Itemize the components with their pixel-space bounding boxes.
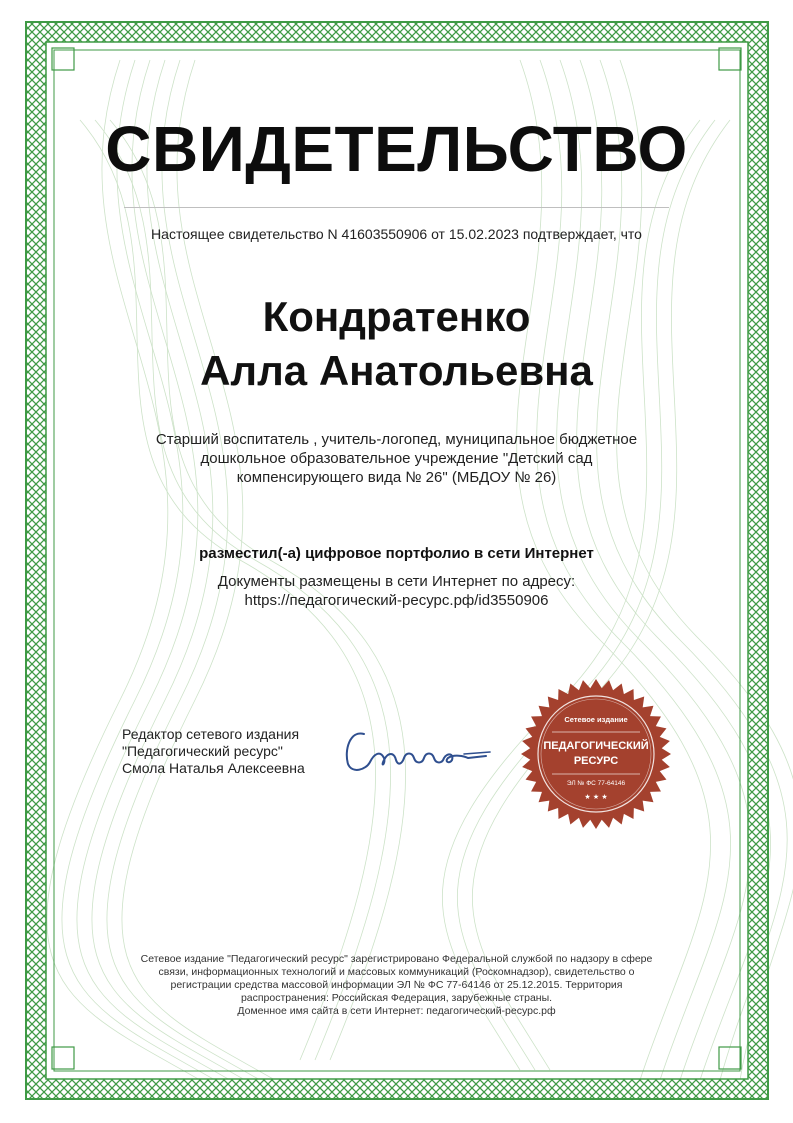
seal-top-text: Сетевое издание [564,715,628,724]
seal-stars: ★ ★ ★ [584,793,608,801]
footer-line: связи, информационных технологий и массовых коммуникаций (Роскомнадзор), свидетельство о [158,966,635,978]
recipient-surname: Кондратенко [262,293,531,340]
seal-registration: ЭЛ № ФС 77-64146 [566,780,626,787]
footer-line: Сетевое издание "Педагогический ресурс" зарегистрировано Федеральной службой по надзору в сфере [140,953,653,965]
publication-seal [518,676,674,832]
footer-line: регистрации средства массовой информации ЭЛ № ФС 77-64146 от 25.12.2015. Территория [170,979,623,991]
title-divider [124,207,669,208]
recipient-position [120,430,673,487]
footer-line: Доменное имя сайта в сети Интернет: педагогический-ресурс.рф [237,1005,556,1017]
position-line: Старший воспитатель , учитель-логопед, муниципальное бюджетное [155,431,638,448]
position-line: компенсирующего вида № 26" (МБДОУ № 26) [236,469,557,486]
seal-main-line1: ПЕДАГОГИЧЕСКИЙ [543,740,649,752]
recipient-name [0,290,793,398]
certificate-title: СВИДЕТЕЛЬСТВО [105,113,688,185]
documents-url: https://педагогический-ресурс.рф/id3550906 [244,592,549,609]
registration-footer [120,953,673,1018]
recipient-given-names: Алла Анатольевна [200,347,593,394]
documents-location [0,572,793,610]
footer-line: распространения: Российская Федерация, зарубежные страны. [240,992,553,1004]
publication-name: "Педагогический ресурс" [122,743,283,759]
documents-label: Документы размещены в сети Интернет по адресу: [217,573,576,590]
editor-name: Смола Наталья Алексеевна [122,760,305,776]
editor-block [122,726,305,777]
seal-main-line2: РЕСУРС [573,755,619,767]
editor-signature [340,720,500,780]
position-line: дошкольное образовательное учреждение "Детский сад [200,450,593,467]
certificate-intro: Настоящее свидетельство N 41603550906 от 15.02.2023 подтверждает, что [151,226,642,242]
editor-title: Редактор сетевого издания [122,726,300,742]
achievement-statement: разместил(-а) цифровое портфолио в сети Интернет [199,545,594,562]
